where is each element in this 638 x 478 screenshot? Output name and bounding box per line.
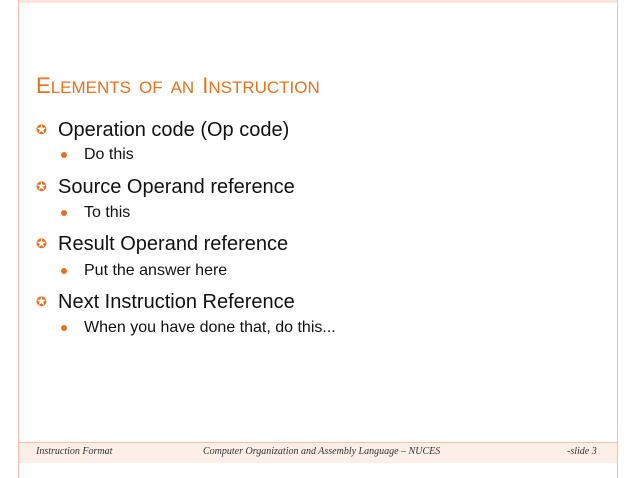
circled-star-bullet-icon: ✪ (36, 179, 47, 194)
sub-bullet-text: Do this (84, 146, 134, 163)
sub-bullet-text: When you have done that, do this... (84, 319, 336, 336)
footer-left-text: Instruction Format (36, 446, 113, 457)
top-border-band (19, 0, 617, 3)
left-border-line (18, 0, 19, 478)
round-dot-bullet-icon (61, 210, 67, 216)
bullet-text: Source Operand reference (58, 176, 295, 198)
sub-bullet-text: To this (84, 204, 131, 221)
sub-bullet-text: Put the answer here (84, 262, 228, 279)
round-dot-bullet-icon (61, 268, 67, 274)
round-dot-bullet-icon (61, 325, 67, 331)
title-word: INSTRUCTION (202, 73, 320, 98)
title-word: OF (138, 78, 163, 97)
footer-divider (19, 442, 617, 443)
footer-slide-number: -slide 3 (567, 446, 597, 457)
circled-star-bullet-icon: ✪ (36, 294, 47, 309)
circled-star-bullet-icon: ✪ (36, 122, 47, 137)
round-dot-bullet-icon (61, 152, 67, 158)
title-word: ELEMENTS (36, 73, 131, 98)
slide-title (36, 66, 328, 98)
footer-center-text: Computer Organization and Assembly Language – NUCES (203, 446, 441, 457)
circled-star-bullet-icon: ✪ (36, 236, 47, 251)
bullet-text: Operation code (Op code) (58, 119, 290, 141)
bullet-text: Result Operand reference (58, 233, 289, 255)
bullet-text: Next Instruction Reference (58, 291, 295, 313)
right-border-line (617, 0, 618, 478)
title-word: AN (170, 78, 195, 97)
